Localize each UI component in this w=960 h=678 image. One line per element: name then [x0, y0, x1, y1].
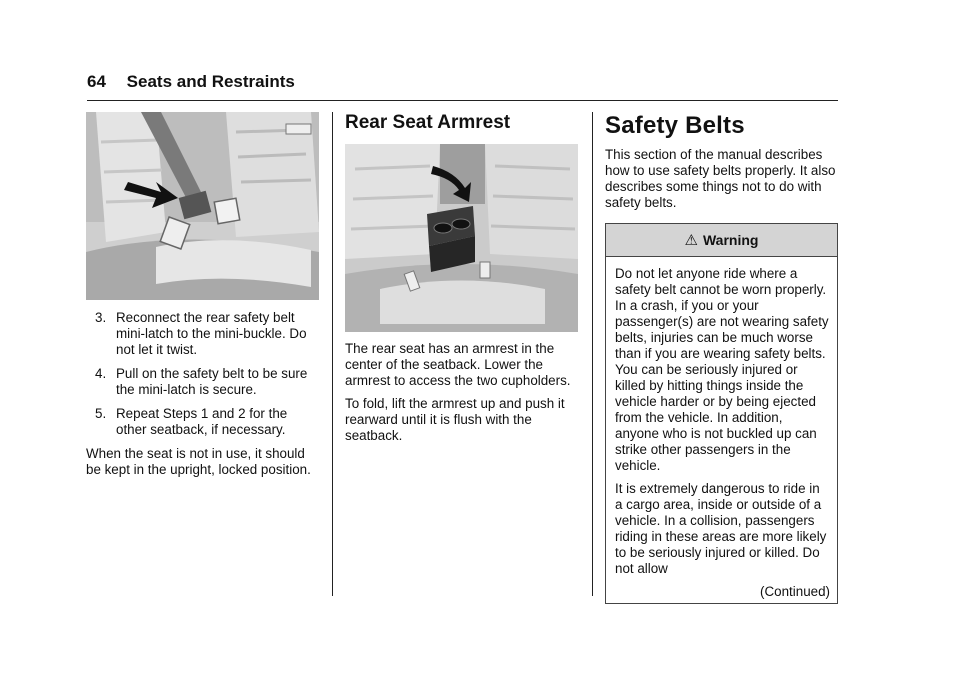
list-item: [86, 406, 319, 438]
column-middle: [345, 112, 578, 451]
column-divider: [332, 112, 333, 596]
list-item: [86, 366, 319, 398]
warning-body: [606, 257, 837, 603]
seatbelt-latch-image: [86, 112, 319, 300]
page-header: [87, 72, 838, 101]
warning-box: [605, 223, 838, 604]
body-paragraph: To fold, lift the armrest up and push it rearward until it is flush with the seatback.: [345, 396, 565, 443]
continued-label: (Continued): [760, 584, 830, 599]
intro-paragraph: This section of the manual describes how to use safety belts properly. It also describes some things not to do with safety belts.: [605, 147, 836, 210]
safety-belts-heading: Safety Belts: [605, 112, 745, 139]
seatbelt-latch-illustration: [86, 112, 319, 300]
step-text: Pull on the safety belt to be sure the mini-latch is secure.: [116, 366, 308, 397]
body-paragraph: The rear seat has an armrest in the center of the seatback. Lower the armrest to access the two cupholders.: [345, 341, 571, 388]
column-divider: [592, 112, 593, 596]
warning-header: [606, 224, 837, 257]
warning-triangle-icon: ⚠: [684, 232, 698, 249]
body-paragraph: When the seat is not in use, it should be kept in the upright, locked position.: [86, 446, 311, 477]
step-number: 5.: [95, 406, 107, 421]
rear-seat-armrest-heading: Rear Seat Armrest: [345, 112, 511, 133]
step-text: Reconnect the rear safety belt mini-latch to the mini-buckle. Do not let it twist.: [116, 310, 307, 357]
column-left: [86, 112, 319, 478]
section-title: Seats and Restraints: [126, 72, 295, 91]
warning-paragraph: Do not let anyone ride where a safety belt cannot be worn properly. In a crash, if you or your passenger(s) are not wearing safety belts, injuries can be much worse than if you are wearing safety belts. You can be seriously injured or killed by hitting things inside the vehicle harder or by being ejected from the vehicle. In addition, anyone who is not buckled up can strike other passengers in the vehicle.: [615, 266, 829, 473]
warning-paragraph: It is extremely dangerous to ride in a cargo area, inside or outside of a vehicle. In a collision, passengers riding in these areas are more likely to be seriously injured or killed. Do not allow: [615, 481, 827, 576]
warning-title: Warning: [702, 232, 759, 248]
armrest-illustration: [345, 144, 578, 332]
step-number: 4.: [95, 366, 107, 381]
list-item: [86, 310, 319, 358]
step-text: Repeat Steps 1 and 2 for the other seatback, if necessary.: [116, 406, 288, 437]
column-right: [605, 112, 838, 604]
step-number: 3.: [95, 310, 107, 325]
armrest-image: [345, 144, 578, 332]
page-number: 64: [87, 72, 106, 91]
step-list: [86, 310, 319, 438]
